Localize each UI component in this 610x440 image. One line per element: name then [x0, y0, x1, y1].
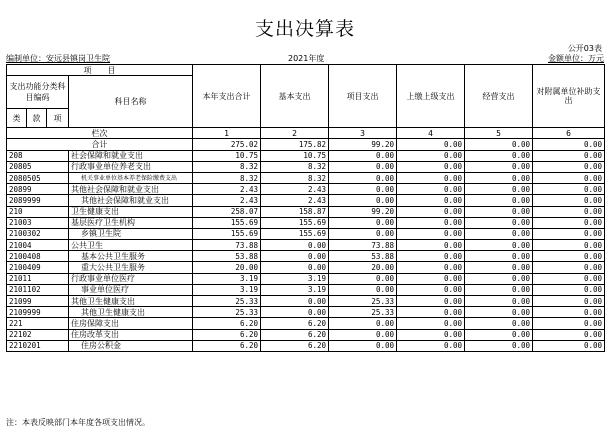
row-value: 0.00 [397, 340, 465, 351]
row-value: 0.00 [397, 240, 465, 251]
row-value: 0.00 [465, 172, 533, 183]
row-value: 53.88 [329, 251, 397, 262]
row-value: 3.19 [261, 273, 329, 284]
row-value: 0.00 [329, 284, 397, 295]
row-name: 基本公共卫生服务 [69, 251, 193, 262]
row-value: 0.00 [261, 296, 329, 307]
row-value: 0.00 [533, 262, 605, 273]
row-value: 0.00 [329, 184, 397, 195]
row-value: 0.00 [533, 273, 605, 284]
total-value: 175.82 [261, 139, 329, 150]
row-value: 0.00 [465, 195, 533, 206]
total-value: 0.00 [533, 139, 605, 150]
row-value: 2.43 [193, 184, 261, 195]
row-value: 0.00 [397, 318, 465, 329]
table-row [7, 329, 605, 340]
row-value: 155.69 [193, 217, 261, 228]
table-row [7, 340, 605, 351]
row-value: 0.00 [533, 340, 605, 351]
row-value: 155.69 [261, 217, 329, 228]
row-value: 0.00 [533, 240, 605, 251]
row-value: 158.87 [261, 206, 329, 217]
table-row [7, 184, 605, 195]
table-row [7, 284, 605, 295]
row-value: 0.00 [465, 184, 533, 195]
footnote: 注：本表反映部门本年度各项支出情况。 [6, 418, 150, 427]
row-code: 20899 [7, 184, 69, 195]
table-row [7, 161, 605, 172]
col-header-2: 基本支出 [261, 65, 329, 128]
row-value: 0.00 [397, 228, 465, 239]
table-row [7, 195, 605, 206]
row-value: 0.00 [533, 206, 605, 217]
expenditure-table [6, 64, 605, 352]
row-value: 8.32 [261, 172, 329, 183]
row-code: 2080505 [7, 172, 69, 183]
row-value: 0.00 [465, 217, 533, 228]
row-value: 3.19 [261, 284, 329, 295]
row-name: 住房保障支出 [69, 318, 193, 329]
col-index: 2 [261, 128, 329, 139]
table-row [7, 217, 605, 228]
row-value: 99.20 [329, 206, 397, 217]
total-row [7, 139, 605, 150]
row-value: 0.00 [533, 318, 605, 329]
item-header: 项 目 [7, 65, 193, 76]
col-index: 1 [193, 128, 261, 139]
row-value: 0.00 [465, 262, 533, 273]
table-row [7, 240, 605, 251]
row-value: 6.20 [193, 340, 261, 351]
row-value: 0.00 [397, 195, 465, 206]
row-value: 2.43 [193, 195, 261, 206]
row-value: 0.00 [329, 217, 397, 228]
row-code: 2100409 [7, 262, 69, 273]
row-code: 210 [7, 206, 69, 217]
row-value: 0.00 [465, 273, 533, 284]
row-code: 2089999 [7, 195, 69, 206]
row-code: 21004 [7, 240, 69, 251]
col-header-1: 本年支出合计 [193, 65, 261, 128]
row-code: 2210201 [7, 340, 69, 351]
row-name: 其他社会保障和就业支出 [69, 184, 193, 195]
row-value: 0.00 [533, 217, 605, 228]
row-value: 53.88 [193, 251, 261, 262]
row-value: 0.00 [329, 161, 397, 172]
row-value: 0.00 [397, 150, 465, 161]
row-code: 21099 [7, 296, 69, 307]
row-value: 0.00 [329, 172, 397, 183]
row-value: 0.00 [465, 329, 533, 340]
col-index: 4 [397, 128, 465, 139]
row-value: 155.69 [261, 228, 329, 239]
row-value: 0.00 [397, 284, 465, 295]
row-value: 0.00 [397, 262, 465, 273]
row-value: 25.33 [193, 307, 261, 318]
table-row [7, 262, 605, 273]
row-value: 0.00 [397, 307, 465, 318]
row-code: 2101102 [7, 284, 69, 295]
row-value: 25.33 [329, 296, 397, 307]
row-value: 25.33 [329, 307, 397, 318]
row-value: 25.33 [193, 296, 261, 307]
row-value: 0.00 [397, 296, 465, 307]
row-code: 208 [7, 150, 69, 161]
row-value: 0.00 [533, 251, 605, 262]
row-code: 2109999 [7, 307, 69, 318]
row-value: 0.00 [465, 251, 533, 262]
row-value: 0.00 [533, 329, 605, 340]
row-value: 0.00 [533, 150, 605, 161]
year-label: 2021年度 [288, 54, 325, 63]
col-header-6: 对附属单位补助支出 [533, 65, 605, 128]
row-value: 0.00 [533, 184, 605, 195]
row-name: 基层医疗卫生机构 [69, 217, 193, 228]
header-row-1 [7, 65, 605, 76]
row-value: 0.00 [533, 172, 605, 183]
row-value: 0.00 [465, 228, 533, 239]
row-value: 0.00 [329, 150, 397, 161]
row-value: 0.00 [533, 228, 605, 239]
row-value: 0.00 [397, 217, 465, 228]
table-row [7, 273, 605, 284]
row-value: 0.00 [533, 161, 605, 172]
row-name: 机关事业单位基本养老保险缴费支出 [69, 172, 193, 183]
row-code: 221 [7, 318, 69, 329]
col-header-3: 项目支出 [329, 65, 397, 128]
row-value: 0.00 [261, 262, 329, 273]
row-value: 0.00 [261, 307, 329, 318]
table-row [7, 296, 605, 307]
row-value: 2.43 [261, 195, 329, 206]
row-value: 6.20 [261, 329, 329, 340]
col-header-4: 上缴上级支出 [397, 65, 465, 128]
row-name: 住房公积金 [69, 340, 193, 351]
row-value: 0.00 [465, 296, 533, 307]
page-title: 支出决算表 [254, 18, 355, 40]
form-code: 公开03表 [567, 44, 602, 53]
row-value: 0.00 [533, 284, 605, 295]
index-row [7, 128, 605, 139]
row-value: 10.75 [261, 150, 329, 161]
row-value: 0.00 [261, 251, 329, 262]
row-value: 0.00 [329, 318, 397, 329]
row-value: 6.20 [193, 329, 261, 340]
table-row [7, 307, 605, 318]
row-value: 73.88 [329, 240, 397, 251]
row-value: 258.07 [193, 206, 261, 217]
table-row [7, 150, 605, 161]
row-value: 0.00 [329, 228, 397, 239]
row-name: 公共卫生 [69, 240, 193, 251]
row-value: 73.88 [193, 240, 261, 251]
row-value: 10.75 [193, 150, 261, 161]
row-value: 2.43 [261, 184, 329, 195]
row-value: 0.00 [397, 184, 465, 195]
total-value: 0.00 [465, 139, 533, 150]
row-value: 0.00 [465, 161, 533, 172]
row-value: 0.00 [465, 318, 533, 329]
row-value: 6.20 [193, 318, 261, 329]
row-name: 重大公共卫生服务 [69, 262, 193, 273]
row-value: 0.00 [533, 195, 605, 206]
row-value: 0.00 [465, 206, 533, 217]
row-value: 0.00 [465, 150, 533, 161]
row-name: 乡镇卫生院 [69, 228, 193, 239]
total-value: 275.02 [193, 139, 261, 150]
row-value: 0.00 [465, 340, 533, 351]
row-value: 0.00 [397, 251, 465, 262]
row-name: 其他卫生健康支出 [69, 296, 193, 307]
row-value: 0.00 [397, 206, 465, 217]
row-value: 0.00 [329, 329, 397, 340]
row-code: 22102 [7, 329, 69, 340]
row-value: 20.00 [329, 262, 397, 273]
row-code: 21011 [7, 273, 69, 284]
row-value: 0.00 [397, 161, 465, 172]
xiang-header: 项 [47, 109, 69, 128]
meta-line [6, 53, 604, 64]
row-name: 其他卫生健康支出 [69, 307, 193, 318]
row-value: 0.00 [329, 195, 397, 206]
row-name: 其他社会保障和就业支出 [69, 195, 193, 206]
row-value: 0.00 [465, 307, 533, 318]
func-code-header: 支出功能分类科目编码 [7, 76, 69, 109]
row-value: 3.19 [193, 284, 261, 295]
row-code: 2100408 [7, 251, 69, 262]
row-value: 20.00 [193, 262, 261, 273]
row-value: 0.00 [533, 307, 605, 318]
row-code: 20805 [7, 161, 69, 172]
lei-header: 类 [7, 109, 27, 128]
row-value: 155.69 [193, 228, 261, 239]
total-value: 0.00 [397, 139, 465, 150]
row-value: 0.00 [261, 240, 329, 251]
table-row [7, 318, 605, 329]
row-name: 行政事业单位养老支出 [69, 161, 193, 172]
total-label: 合计 [7, 139, 193, 150]
table-row [7, 228, 605, 239]
row-value: 0.00 [397, 172, 465, 183]
row-value: 0.00 [465, 240, 533, 251]
row-value: 8.32 [261, 161, 329, 172]
row-name: 行政事业单位医疗 [69, 273, 193, 284]
row-value: 0.00 [397, 273, 465, 284]
row-value: 6.20 [261, 340, 329, 351]
row-name: 卫生健康支出 [69, 206, 193, 217]
row-value: 0.00 [329, 340, 397, 351]
lanci-label: 栏次 [7, 128, 193, 139]
table-row [7, 206, 605, 217]
col-index: 5 [465, 128, 533, 139]
row-code: 21003 [7, 217, 69, 228]
row-value: 0.00 [329, 273, 397, 284]
row-value: 8.32 [193, 172, 261, 183]
row-value: 0.00 [397, 329, 465, 340]
row-code: 2100302 [7, 228, 69, 239]
row-name: 住房改革支出 [69, 329, 193, 340]
col-header-5: 经营支出 [465, 65, 533, 128]
money-unit-label: 金额单位：万元 [548, 54, 604, 63]
row-value: 0.00 [465, 284, 533, 295]
col-index: 3 [329, 128, 397, 139]
row-value: 3.19 [193, 273, 261, 284]
row-name: 社会保障和就业支出 [69, 150, 193, 161]
row-value: 8.32 [193, 161, 261, 172]
row-name: 事业单位医疗 [69, 284, 193, 295]
table-row [7, 251, 605, 262]
row-value: 6.20 [261, 318, 329, 329]
total-value: 99.20 [329, 139, 397, 150]
col-index: 6 [533, 128, 605, 139]
unit-label: 编制单位：安远县镇岗卫生院 [6, 54, 110, 63]
table-row [7, 172, 605, 183]
name-header: 科目名称 [69, 76, 193, 128]
row-value: 0.00 [533, 296, 605, 307]
kuan-header: 款 [27, 109, 47, 128]
